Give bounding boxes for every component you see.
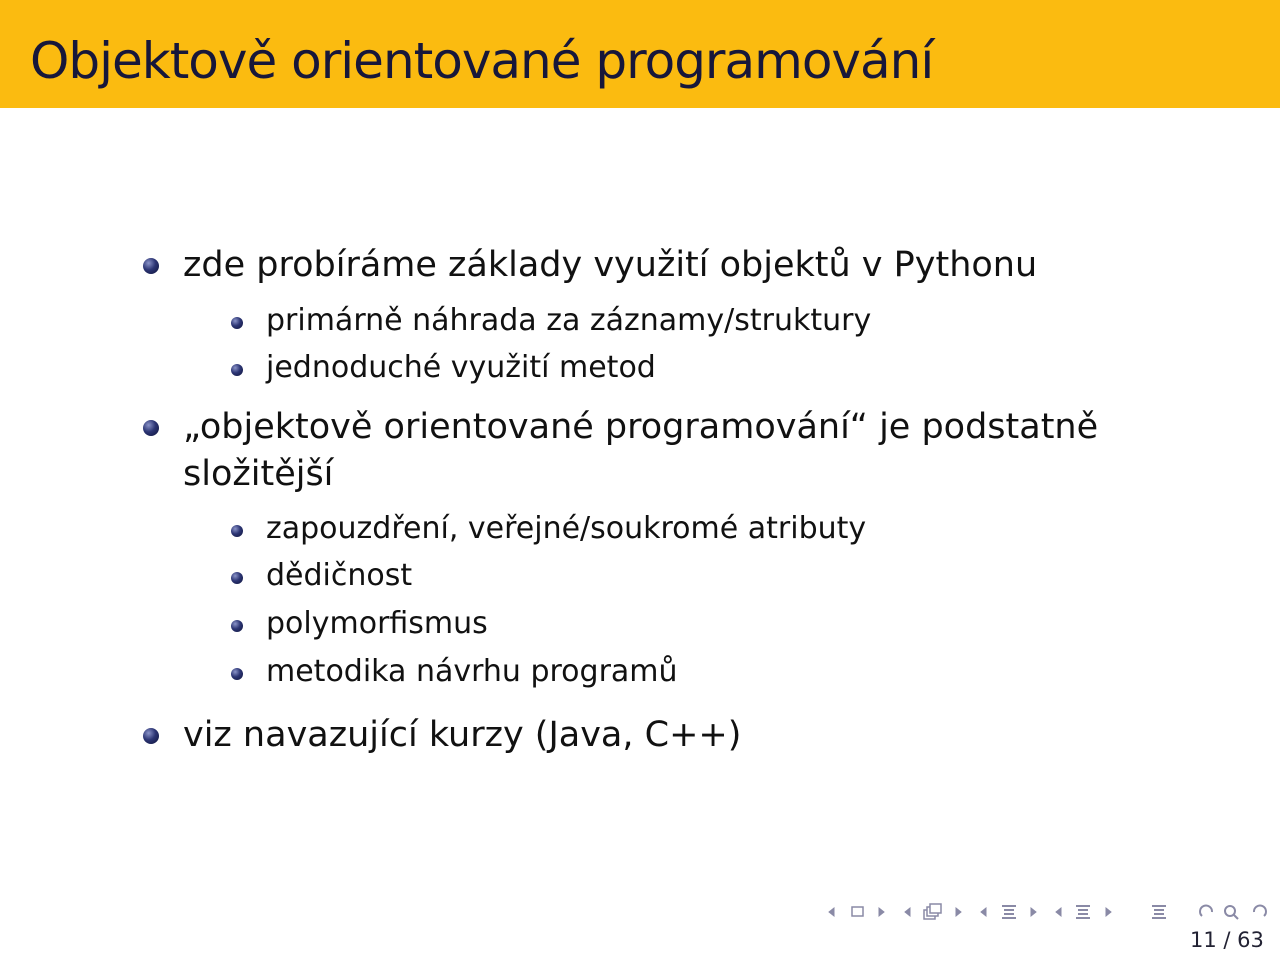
navigation-icons bbox=[826, 900, 1270, 924]
sub-bullet-text: polymorfismus bbox=[266, 606, 488, 641]
bullet-icon bbox=[143, 420, 159, 436]
sub-bullet-text: primárně náhrada za záznamy/struktury bbox=[266, 303, 872, 338]
subsection-icon[interactable] bbox=[924, 904, 941, 919]
prev-document-icon[interactable] bbox=[1056, 908, 1061, 916]
sub-bullet-icon bbox=[231, 668, 243, 680]
prev-section-icon[interactable] bbox=[981, 908, 986, 916]
sub-bullet-text: dědičnost bbox=[266, 558, 413, 593]
sub-bullet-icon bbox=[231, 620, 243, 632]
prev-subsection-icon[interactable] bbox=[905, 908, 910, 916]
prev-frame-icon[interactable] bbox=[829, 908, 834, 916]
bullet-text-continuation: složitější bbox=[183, 454, 334, 494]
bullet-icon bbox=[143, 258, 159, 274]
page-number: 11 / 63 bbox=[1190, 928, 1264, 952]
sub-bullet-icon bbox=[231, 525, 243, 537]
undo-icon[interactable] bbox=[1200, 906, 1212, 916]
sub-bullet-icon bbox=[231, 364, 243, 376]
redo-icon[interactable] bbox=[1254, 906, 1266, 916]
bullet-text: zde probíráme základy využití objektů v Pythonu bbox=[183, 245, 1038, 285]
next-frame-icon[interactable] bbox=[879, 908, 884, 916]
sub-bullet-icon bbox=[231, 317, 243, 329]
next-subsection-icon[interactable] bbox=[956, 908, 961, 916]
slide-title: Objektově orientované programování bbox=[30, 32, 934, 90]
bullet-text: „objektově orientované programování“ je podstatně bbox=[183, 407, 1099, 447]
section-icon[interactable] bbox=[1002, 906, 1016, 918]
next-document-icon[interactable] bbox=[1106, 908, 1111, 916]
bullet-text: viz navazující kurzy (Java, C++) bbox=[183, 715, 742, 755]
sub-bullet-text: zapouzdření, veřejné/soukromé atributy bbox=[266, 511, 867, 546]
next-section-icon[interactable] bbox=[1031, 908, 1036, 916]
frame-icon[interactable] bbox=[852, 907, 863, 916]
sub-bullet-text: jednoduché využití metod bbox=[266, 350, 656, 385]
document-icon[interactable] bbox=[1076, 906, 1090, 918]
sub-bullet-icon bbox=[231, 572, 243, 584]
navigation-bar bbox=[826, 900, 1270, 924]
sub-bullet-text: metodika návrhu programů bbox=[266, 654, 678, 689]
appendix-icon[interactable] bbox=[1152, 906, 1166, 918]
search-icon[interactable] bbox=[1225, 906, 1235, 916]
bullet-icon bbox=[143, 728, 159, 744]
